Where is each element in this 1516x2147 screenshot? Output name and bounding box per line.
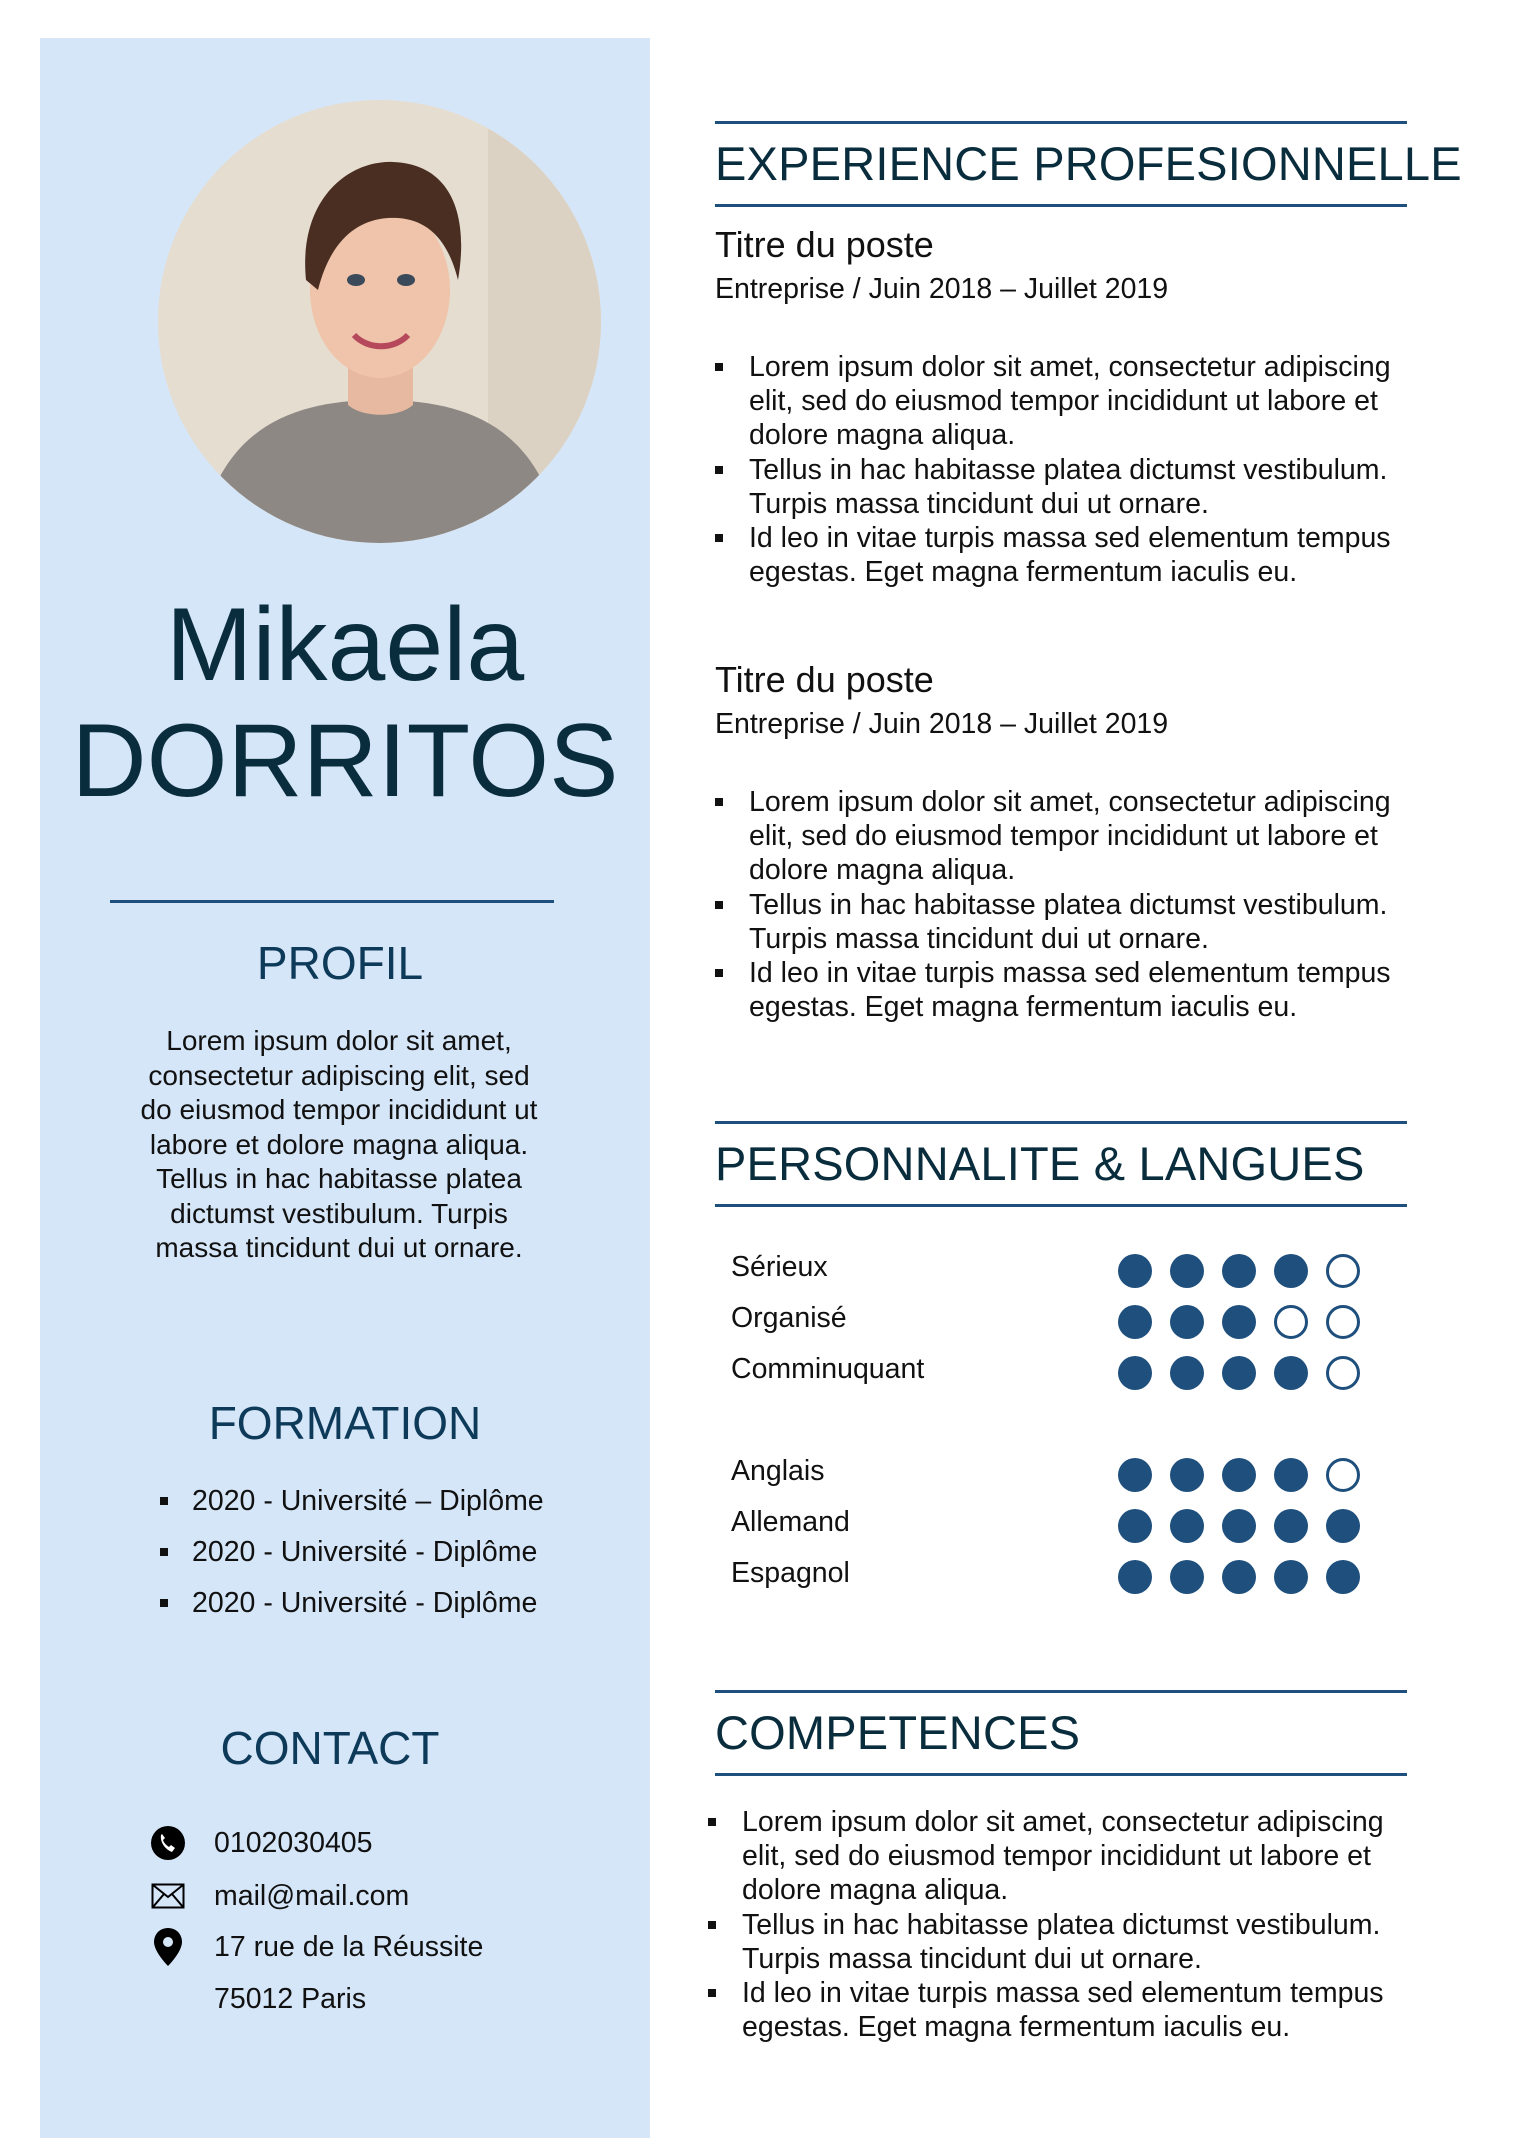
formation-item-text: 2020 - Université - Diplôme	[192, 1536, 538, 1568]
job-bullets	[715, 350, 1405, 589]
trait-label: Sérieux	[731, 1251, 828, 1283]
bullet-square	[160, 1599, 168, 1607]
rating-dot-empty	[1326, 1305, 1360, 1339]
first-name: Mikaela	[165, 587, 525, 703]
competences-rule-top	[715, 1690, 1407, 1693]
personality-title: PERSONNALITE & LANGUES	[715, 1137, 1365, 1190]
contact-email[interactable]: mail@mail.com	[214, 1879, 410, 1912]
formation-item	[160, 1586, 544, 1620]
rating-dot-filled	[1222, 1305, 1256, 1339]
contact-address-row	[148, 1927, 483, 1967]
rating-dot-filled	[1118, 1509, 1152, 1543]
rating-dot-filled	[1170, 1560, 1204, 1594]
language-rating	[1118, 1560, 1378, 1594]
job-bullet: Id leo in vitae turpis massa sed elementum tempus egestas. Eget magna fermentum iaculis eu.	[715, 521, 1405, 589]
rating-dot-filled	[1170, 1254, 1204, 1288]
job-bullet: Lorem ipsum dolor sit amet, consectetur adipiscing elit, sed do eiusmod tempor incididunt ut labore et dolore magna aliqua.	[715, 785, 1405, 888]
personality-rule-bottom	[715, 1204, 1407, 1207]
rating-dot-empty	[1326, 1356, 1360, 1390]
job-title: Titre du poste	[715, 659, 934, 700]
competence-bullet: Tellus in hac habitasse platea dictumst vestibulum. Turpis massa tincidunt dui ut ornare.	[708, 1908, 1398, 1976]
rating-dot-filled	[1222, 1509, 1256, 1543]
competence-bullet: Lorem ipsum dolor sit amet, consectetur adipiscing elit, sed do eiusmod tempor incididunt ut labore et dolore magna aliqua.	[708, 1805, 1398, 1908]
competences-title: COMPETENCES	[715, 1706, 1081, 1759]
rating-dot-empty	[1326, 1458, 1360, 1492]
rating-dot-filled	[1222, 1254, 1256, 1288]
language-rating	[1118, 1458, 1378, 1492]
rating-dot-filled	[1222, 1356, 1256, 1390]
rating-dot-filled	[1118, 1458, 1152, 1492]
rating-dot-filled	[1222, 1560, 1256, 1594]
formation-title: FORMATION	[208, 1397, 482, 1449]
envelope-icon	[148, 1876, 188, 1916]
rating-dot-filled	[1274, 1458, 1308, 1492]
profile-photo	[158, 100, 601, 543]
portrait-illustration	[158, 100, 601, 543]
personality-rule-top	[715, 1121, 1407, 1124]
job-title: Titre du poste	[715, 224, 934, 265]
competences-bullets	[708, 1805, 1398, 2044]
formation-item	[160, 1484, 544, 1518]
rating-dot-filled	[1170, 1356, 1204, 1390]
language-label: Espagnol	[731, 1557, 850, 1589]
formation-item-text: 2020 - Université – Diplôme	[192, 1485, 544, 1517]
bullet-square	[160, 1497, 168, 1505]
contact-email-row	[148, 1876, 409, 1916]
name-divider	[110, 900, 554, 903]
rating-dot-filled	[1170, 1509, 1204, 1543]
phone-icon	[148, 1823, 188, 1863]
rating-dot-filled	[1170, 1305, 1204, 1339]
rating-dot-filled	[1170, 1458, 1204, 1492]
contact-address-line2: 75012 Paris	[214, 1983, 367, 2015]
rating-dot-filled	[1118, 1560, 1152, 1594]
rating-dot-filled	[1222, 1458, 1256, 1492]
job-bullet: Tellus in hac habitasse platea dictumst vestibulum. Turpis massa tincidunt dui ut ornare.	[715, 888, 1405, 956]
rating-dot-filled	[1118, 1356, 1152, 1390]
rating-dot-filled	[1326, 1560, 1360, 1594]
trait-label: Comminuquant	[731, 1353, 925, 1385]
formation-item-text: 2020 - Université - Diplôme	[192, 1587, 538, 1619]
trait-rating	[1118, 1305, 1378, 1339]
profil-text: Lorem ipsum dolor sit amet, consectetur adipiscing elit, sed do eiusmod tempor incididunt ut labore et dolore magna aliqua. Tellus in hac habitasse platea dictumst vestibulum. Turpis massa tincidunt dui ut ornare.	[140, 1025, 538, 1263]
sidebar	[40, 38, 650, 2138]
trait-rating	[1118, 1254, 1378, 1288]
rating-dot-filled	[1274, 1254, 1308, 1288]
location-pin-icon	[148, 1927, 188, 1967]
rating-dot-empty	[1274, 1305, 1308, 1339]
job-bullet: Lorem ipsum dolor sit amet, consectetur adipiscing elit, sed do eiusmod tempor incididunt ut labore et dolore magna aliqua.	[715, 350, 1405, 453]
rating-dot-filled	[1274, 1356, 1308, 1390]
job-bullet: Id leo in vitae turpis massa sed elementum tempus egestas. Eget magna fermentum iaculis eu.	[715, 956, 1405, 1024]
experience-rule-top	[715, 121, 1407, 124]
trait-rating	[1118, 1356, 1378, 1390]
job-bullet: Tellus in hac habitasse platea dictumst vestibulum. Turpis massa tincidunt dui ut ornare.	[715, 453, 1405, 521]
last-name: DORRITOS	[71, 703, 619, 819]
profil-title: PROFIL	[256, 937, 424, 989]
trait-label: Organisé	[731, 1302, 847, 1334]
rating-dot-filled	[1118, 1305, 1152, 1339]
language-label: Anglais	[731, 1455, 825, 1487]
rating-dot-empty	[1326, 1254, 1360, 1288]
bullet-square	[160, 1548, 168, 1556]
contact-title: CONTACT	[220, 1722, 440, 1774]
contact-address-line1: 17 rue de la Réussite	[214, 1930, 484, 1963]
rating-dot-filled	[1118, 1254, 1152, 1288]
rating-dot-filled	[1274, 1509, 1308, 1543]
job-bullets	[715, 785, 1405, 1024]
job-subtitle: Entreprise / Juin 2018 – Juillet 2019	[715, 708, 1169, 740]
experience-title: EXPERIENCE PROFESIONNELLE	[715, 137, 1462, 190]
formation-item	[160, 1535, 544, 1569]
competence-bullet: Id leo in vitae turpis massa sed elementum tempus egestas. Eget magna fermentum iaculis eu.	[708, 1976, 1398, 2044]
contact-phone-row	[148, 1823, 373, 1863]
competences-rule-bottom	[715, 1773, 1407, 1776]
language-label: Allemand	[731, 1506, 850, 1538]
rating-dot-filled	[1274, 1560, 1308, 1594]
experience-rule-bottom	[715, 204, 1407, 207]
contact-phone[interactable]: 0102030405	[214, 1826, 373, 1859]
language-rating	[1118, 1509, 1378, 1543]
job-subtitle: Entreprise / Juin 2018 – Juillet 2019	[715, 273, 1169, 305]
contact-address-line2-row	[214, 1983, 366, 2016]
rating-dot-filled	[1326, 1509, 1360, 1543]
formation-list	[160, 1484, 544, 1637]
